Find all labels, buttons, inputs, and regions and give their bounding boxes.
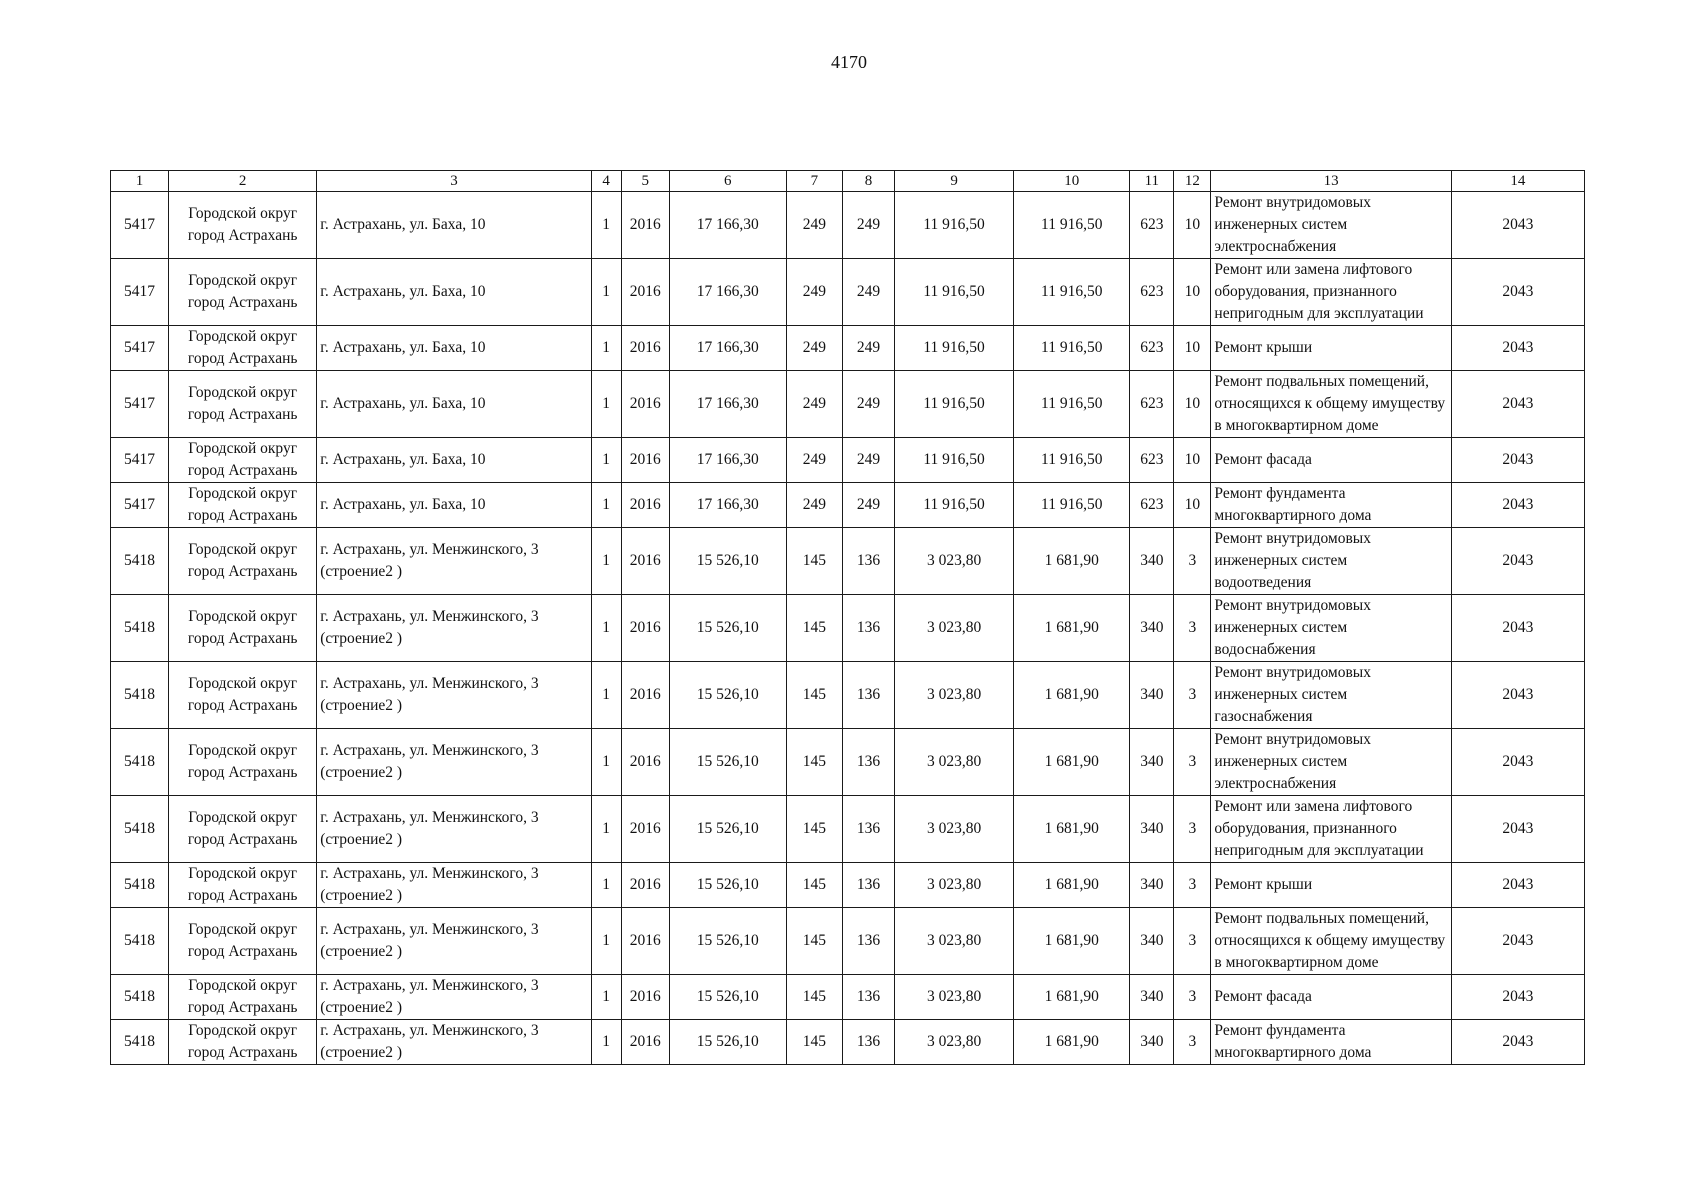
table-cell-col-7: 249 xyxy=(786,192,842,259)
table-cell-col-9: 3 023,80 xyxy=(895,796,1014,863)
table-cell-col-6: 17 166,30 xyxy=(669,438,786,483)
table-cell-col-9: 3 023,80 xyxy=(895,975,1014,1020)
table-cell-col-10: 1 681,90 xyxy=(1014,975,1130,1020)
table-cell-col-11: 340 xyxy=(1130,863,1174,908)
table-cell-col-2: Городской округ город Астрахань xyxy=(169,729,317,796)
table-cell-col-10: 1 681,90 xyxy=(1014,729,1130,796)
table-cell-col-14: 2043 xyxy=(1451,662,1584,729)
table-cell-col-4: 1 xyxy=(591,975,621,1020)
table-cell-col-11: 623 xyxy=(1130,259,1174,326)
table-cell-col-2: Городской округ город Астрахань xyxy=(169,662,317,729)
table-cell-col-8: 136 xyxy=(842,662,894,729)
table-cell-col-5: 2016 xyxy=(621,259,669,326)
table-cell-col-5: 2016 xyxy=(621,796,669,863)
table-cell-col-14: 2043 xyxy=(1451,192,1584,259)
table-cell-col-1: 5418 xyxy=(111,1020,169,1065)
table-cell-col-1: 5417 xyxy=(111,192,169,259)
table-cell-col-3: г. Астрахань, ул. Менжинского, 3 (строение2 ) xyxy=(317,1020,591,1065)
table-cell-col-8: 249 xyxy=(842,192,894,259)
table-cell-col-9: 3 023,80 xyxy=(895,729,1014,796)
table-cell-col-6: 15 526,10 xyxy=(669,1020,786,1065)
table-cell-col-9: 11 916,50 xyxy=(895,371,1014,438)
table-cell-col-3: г. Астрахань, ул. Баха, 10 xyxy=(317,326,591,371)
table-cell-col-4: 1 xyxy=(591,326,621,371)
table-cell-col-13: Ремонт фундамента многоквартирного дома xyxy=(1211,483,1451,528)
table-cell-col-5: 2016 xyxy=(621,438,669,483)
table-cell-col-10: 11 916,50 xyxy=(1014,192,1130,259)
table-cell-col-9: 11 916,50 xyxy=(895,192,1014,259)
table-cell-col-8: 136 xyxy=(842,975,894,1020)
table-row xyxy=(111,483,1585,528)
table-row xyxy=(111,863,1585,908)
table-cell-col-10: 11 916,50 xyxy=(1014,259,1130,326)
table-cell-col-12: 10 xyxy=(1174,483,1211,528)
table-row xyxy=(111,975,1585,1020)
table-cell-col-9: 3 023,80 xyxy=(895,1020,1014,1065)
table-cell-col-13: Ремонт подвальных помещений, относящихся к общему имуществу в многоквартирном доме xyxy=(1211,908,1451,975)
table-cell-col-3: г. Астрахань, ул. Менжинского, 3 (строение2 ) xyxy=(317,908,591,975)
table-cell-col-13: Ремонт крыши xyxy=(1211,326,1451,371)
table-cell-col-9: 11 916,50 xyxy=(895,259,1014,326)
table-cell-col-3: г. Астрахань, ул. Менжинского, 3 (строение2 ) xyxy=(317,662,591,729)
table-cell-col-4: 1 xyxy=(591,192,621,259)
table-cell-col-6: 15 526,10 xyxy=(669,908,786,975)
table-row xyxy=(111,595,1585,662)
table-cell-col-1: 5418 xyxy=(111,729,169,796)
table-cell-col-11: 623 xyxy=(1130,371,1174,438)
table-cell-col-12: 10 xyxy=(1174,326,1211,371)
column-header-11: 11 xyxy=(1130,171,1174,192)
table-row xyxy=(111,371,1585,438)
table-cell-col-11: 623 xyxy=(1130,483,1174,528)
table-cell-col-5: 2016 xyxy=(621,729,669,796)
table-cell-col-13: Ремонт крыши xyxy=(1211,863,1451,908)
table-cell-col-13: Ремонт внутридомовых инженерных систем водоотведения xyxy=(1211,528,1451,595)
table-cell-col-1: 5417 xyxy=(111,326,169,371)
table-cell-col-6: 17 166,30 xyxy=(669,371,786,438)
table-cell-col-14: 2043 xyxy=(1451,483,1584,528)
table-cell-col-6: 15 526,10 xyxy=(669,863,786,908)
table-row xyxy=(111,662,1585,729)
table-cell-col-4: 1 xyxy=(591,729,621,796)
table-cell-col-5: 2016 xyxy=(621,662,669,729)
table-cell-col-4: 1 xyxy=(591,483,621,528)
table-cell-col-1: 5417 xyxy=(111,371,169,438)
table-cell-col-6: 17 166,30 xyxy=(669,326,786,371)
table-cell-col-8: 136 xyxy=(842,796,894,863)
table-cell-col-5: 2016 xyxy=(621,192,669,259)
table-cell-col-9: 3 023,80 xyxy=(895,908,1014,975)
table-cell-col-6: 15 526,10 xyxy=(669,729,786,796)
table-cell-col-4: 1 xyxy=(591,796,621,863)
table-row xyxy=(111,528,1585,595)
table-cell-col-4: 1 xyxy=(591,1020,621,1065)
table-cell-col-8: 136 xyxy=(842,1020,894,1065)
table-cell-col-5: 2016 xyxy=(621,595,669,662)
table-cell-col-11: 340 xyxy=(1130,796,1174,863)
page-number: 4170 xyxy=(831,52,867,72)
column-header-8: 8 xyxy=(842,171,894,192)
table-cell-col-8: 136 xyxy=(842,908,894,975)
table-cell-col-2: Городской округ город Астрахань xyxy=(169,528,317,595)
column-header-13: 13 xyxy=(1211,171,1451,192)
table-cell-col-1: 5417 xyxy=(111,483,169,528)
table-cell-col-14: 2043 xyxy=(1451,259,1584,326)
table-cell-col-4: 1 xyxy=(591,259,621,326)
table-cell-col-1: 5418 xyxy=(111,528,169,595)
table-cell-col-5: 2016 xyxy=(621,1020,669,1065)
table-cell-col-3: г. Астрахань, ул. Баха, 10 xyxy=(317,483,591,528)
table-cell-col-8: 136 xyxy=(842,595,894,662)
table-cell-col-10: 1 681,90 xyxy=(1014,528,1130,595)
table-cell-col-9: 3 023,80 xyxy=(895,662,1014,729)
table-cell-col-12: 3 xyxy=(1174,595,1211,662)
table-cell-col-6: 17 166,30 xyxy=(669,192,786,259)
table-cell-col-13: Ремонт фасада xyxy=(1211,438,1451,483)
table-cell-col-5: 2016 xyxy=(621,326,669,371)
table-cell-col-14: 2043 xyxy=(1451,796,1584,863)
table-cell-col-2: Городской округ город Астрахань xyxy=(169,438,317,483)
table-cell-col-12: 3 xyxy=(1174,796,1211,863)
table-cell-col-5: 2016 xyxy=(621,528,669,595)
table-cell-col-14: 2043 xyxy=(1451,908,1584,975)
table-cell-col-1: 5417 xyxy=(111,259,169,326)
table-cell-col-9: 11 916,50 xyxy=(895,326,1014,371)
table-cell-col-11: 340 xyxy=(1130,729,1174,796)
table-cell-col-1: 5417 xyxy=(111,438,169,483)
table-cell-col-8: 249 xyxy=(842,371,894,438)
table-cell-col-12: 10 xyxy=(1174,371,1211,438)
table-cell-col-14: 2043 xyxy=(1451,595,1584,662)
table-cell-col-7: 249 xyxy=(786,371,842,438)
table-cell-col-11: 623 xyxy=(1130,326,1174,371)
table-cell-col-14: 2043 xyxy=(1451,438,1584,483)
table-cell-col-7: 249 xyxy=(786,326,842,371)
table-row xyxy=(111,908,1585,975)
table-cell-col-10: 11 916,50 xyxy=(1014,371,1130,438)
table-cell-col-11: 340 xyxy=(1130,595,1174,662)
table-cell-col-2: Городской округ город Астрахань xyxy=(169,259,317,326)
table-cell-col-2: Городской округ город Астрахань xyxy=(169,975,317,1020)
table-cell-col-13: Ремонт или замена лифтового оборудования, признанного непригодным для эксплуатации xyxy=(1211,796,1451,863)
column-header-10: 10 xyxy=(1014,171,1130,192)
table-cell-col-1: 5418 xyxy=(111,796,169,863)
table-cell-col-9: 3 023,80 xyxy=(895,595,1014,662)
table-cell-col-1: 5418 xyxy=(111,662,169,729)
table-cell-col-14: 2043 xyxy=(1451,975,1584,1020)
table-cell-col-11: 340 xyxy=(1130,528,1174,595)
table-cell-col-3: г. Астрахань, ул. Менжинского, 3 (строение2 ) xyxy=(317,975,591,1020)
table-cell-col-7: 145 xyxy=(786,1020,842,1065)
table-cell-col-5: 2016 xyxy=(621,975,669,1020)
table-cell-col-10: 1 681,90 xyxy=(1014,863,1130,908)
table-cell-col-14: 2043 xyxy=(1451,371,1584,438)
table-cell-col-6: 17 166,30 xyxy=(669,483,786,528)
table-cell-col-12: 3 xyxy=(1174,528,1211,595)
table-cell-col-11: 340 xyxy=(1130,1020,1174,1065)
table-cell-col-3: г. Астрахань, ул. Менжинского, 3 (строение2 ) xyxy=(317,863,591,908)
table-cell-col-8: 249 xyxy=(842,259,894,326)
table-row xyxy=(111,259,1585,326)
table-cell-col-12: 10 xyxy=(1174,192,1211,259)
table-cell-col-7: 145 xyxy=(786,796,842,863)
table-cell-col-2: Городской округ город Астрахань xyxy=(169,908,317,975)
table-cell-col-5: 2016 xyxy=(621,483,669,528)
table-cell-col-7: 145 xyxy=(786,662,842,729)
table-row xyxy=(111,192,1585,259)
table-cell-col-7: 249 xyxy=(786,438,842,483)
column-header-2: 2 xyxy=(169,171,317,192)
table-cell-col-8: 249 xyxy=(842,326,894,371)
table-cell-col-10: 1 681,90 xyxy=(1014,595,1130,662)
table-cell-col-2: Городской округ город Астрахань xyxy=(169,192,317,259)
table-cell-col-10: 1 681,90 xyxy=(1014,796,1130,863)
table-cell-col-13: Ремонт внутридомовых инженерных систем газоснабжения xyxy=(1211,662,1451,729)
table-cell-col-5: 2016 xyxy=(621,371,669,438)
table-cell-col-3: г. Астрахань, ул. Баха, 10 xyxy=(317,438,591,483)
column-header-12: 12 xyxy=(1174,171,1211,192)
table-cell-col-3: г. Астрахань, ул. Баха, 10 xyxy=(317,192,591,259)
table-cell-col-2: Городской округ город Астрахань xyxy=(169,483,317,528)
table-cell-col-2: Городской округ город Астрахань xyxy=(169,326,317,371)
table-cell-col-3: г. Астрахань, ул. Менжинского, 3 (строение2 ) xyxy=(317,796,591,863)
table-cell-col-7: 145 xyxy=(786,863,842,908)
table-cell-col-13: Ремонт фундамента многоквартирного дома xyxy=(1211,1020,1451,1065)
table-cell-col-12: 10 xyxy=(1174,438,1211,483)
table-cell-col-9: 11 916,50 xyxy=(895,438,1014,483)
table-cell-col-3: г. Астрахань, ул. Менжинского, 3 (строение2 ) xyxy=(317,595,591,662)
table-cell-col-13: Ремонт подвальных помещений, относящихся к общему имуществу в многоквартирном доме xyxy=(1211,371,1451,438)
table-cell-col-6: 15 526,10 xyxy=(669,975,786,1020)
table-cell-col-9: 11 916,50 xyxy=(895,483,1014,528)
table-cell-col-2: Городской округ город Астрахань xyxy=(169,371,317,438)
table-cell-col-7: 145 xyxy=(786,595,842,662)
data-table xyxy=(110,170,1585,1065)
table-cell-col-7: 145 xyxy=(786,528,842,595)
table-cell-col-5: 2016 xyxy=(621,908,669,975)
column-header-14: 14 xyxy=(1451,171,1584,192)
table-cell-col-3: г. Астрахань, ул. Менжинского, 3 (строение2 ) xyxy=(317,729,591,796)
table-cell-col-4: 1 xyxy=(591,662,621,729)
table-cell-col-11: 340 xyxy=(1130,662,1174,729)
table-cell-col-2: Городской округ город Астрахань xyxy=(169,1020,317,1065)
table-cell-col-14: 2043 xyxy=(1451,863,1584,908)
table-cell-col-7: 145 xyxy=(786,729,842,796)
table-cell-col-1: 5418 xyxy=(111,908,169,975)
table-cell-col-6: 15 526,10 xyxy=(669,528,786,595)
table-cell-col-3: г. Астрахань, ул. Менжинского, 3 (строение2 ) xyxy=(317,528,591,595)
table-cell-col-12: 3 xyxy=(1174,729,1211,796)
table-cell-col-12: 3 xyxy=(1174,975,1211,1020)
table-cell-col-14: 2043 xyxy=(1451,326,1584,371)
header-row xyxy=(111,171,1585,192)
table-cell-col-10: 11 916,50 xyxy=(1014,483,1130,528)
table-cell-col-10: 11 916,50 xyxy=(1014,326,1130,371)
table-cell-col-4: 1 xyxy=(591,438,621,483)
table-cell-col-12: 3 xyxy=(1174,1020,1211,1065)
table-cell-col-4: 1 xyxy=(591,908,621,975)
table-cell-col-1: 5418 xyxy=(111,975,169,1020)
table-cell-col-14: 2043 xyxy=(1451,729,1584,796)
table-cell-col-14: 2043 xyxy=(1451,528,1584,595)
table-cell-col-12: 10 xyxy=(1174,259,1211,326)
table-cell-col-3: г. Астрахань, ул. Баха, 10 xyxy=(317,371,591,438)
table-header xyxy=(111,171,1585,192)
table-row xyxy=(111,326,1585,371)
table-cell-col-8: 136 xyxy=(842,528,894,595)
table-cell-col-7: 249 xyxy=(786,259,842,326)
table-cell-col-6: 15 526,10 xyxy=(669,595,786,662)
table-cell-col-8: 136 xyxy=(842,729,894,796)
table-cell-col-7: 145 xyxy=(786,975,842,1020)
column-header-7: 7 xyxy=(786,171,842,192)
table-cell-col-2: Городской округ город Астрахань xyxy=(169,595,317,662)
table-cell-col-10: 1 681,90 xyxy=(1014,662,1130,729)
table-cell-col-13: Ремонт внутридомовых инженерных систем водоснабжения xyxy=(1211,595,1451,662)
table-cell-col-2: Городской округ город Астрахань xyxy=(169,863,317,908)
column-header-9: 9 xyxy=(895,171,1014,192)
table-cell-col-12: 3 xyxy=(1174,908,1211,975)
table-body xyxy=(111,192,1585,1065)
table-cell-col-7: 249 xyxy=(786,483,842,528)
column-header-1: 1 xyxy=(111,171,169,192)
table-cell-col-14: 2043 xyxy=(1451,1020,1584,1065)
table-cell-col-11: 340 xyxy=(1130,975,1174,1020)
table-cell-col-4: 1 xyxy=(591,528,621,595)
table-cell-col-6: 15 526,10 xyxy=(669,796,786,863)
table-cell-col-13: Ремонт или замена лифтового оборудования, признанного непригодным для эксплуатации xyxy=(1211,259,1451,326)
table-cell-col-11: 623 xyxy=(1130,438,1174,483)
column-header-4: 4 xyxy=(591,171,621,192)
table-cell-col-6: 15 526,10 xyxy=(669,662,786,729)
column-header-3: 3 xyxy=(317,171,591,192)
table-cell-col-1: 5418 xyxy=(111,863,169,908)
table-cell-col-11: 623 xyxy=(1130,192,1174,259)
table-cell-col-1: 5418 xyxy=(111,595,169,662)
table-cell-col-12: 3 xyxy=(1174,863,1211,908)
table-cell-col-7: 145 xyxy=(786,908,842,975)
table-cell-col-13: Ремонт внутридомовых инженерных систем электроснабжения xyxy=(1211,729,1451,796)
table-row xyxy=(111,729,1585,796)
table-cell-col-12: 3 xyxy=(1174,662,1211,729)
table-cell-col-8: 136 xyxy=(842,863,894,908)
table-cell-col-4: 1 xyxy=(591,595,621,662)
table-row xyxy=(111,438,1585,483)
table-cell-col-9: 3 023,80 xyxy=(895,528,1014,595)
table-row xyxy=(111,1020,1585,1065)
table-cell-col-8: 249 xyxy=(842,438,894,483)
table-cell-col-11: 340 xyxy=(1130,908,1174,975)
table-row xyxy=(111,796,1585,863)
table-cell-col-8: 249 xyxy=(842,483,894,528)
table-cell-col-10: 1 681,90 xyxy=(1014,908,1130,975)
table-cell-col-3: г. Астрахань, ул. Баха, 10 xyxy=(317,259,591,326)
table-cell-col-6: 17 166,30 xyxy=(669,259,786,326)
table-cell-col-9: 3 023,80 xyxy=(895,863,1014,908)
table-cell-col-5: 2016 xyxy=(621,863,669,908)
table-cell-col-13: Ремонт фасада xyxy=(1211,975,1451,1020)
table-cell-col-4: 1 xyxy=(591,863,621,908)
table-cell-col-13: Ремонт внутридомовых инженерных систем электроснабжения xyxy=(1211,192,1451,259)
column-header-5: 5 xyxy=(621,171,669,192)
table-cell-col-10: 1 681,90 xyxy=(1014,1020,1130,1065)
table-cell-col-10: 11 916,50 xyxy=(1014,438,1130,483)
column-header-6: 6 xyxy=(669,171,786,192)
table-cell-col-2: Городской округ город Астрахань xyxy=(169,796,317,863)
table-cell-col-4: 1 xyxy=(591,371,621,438)
